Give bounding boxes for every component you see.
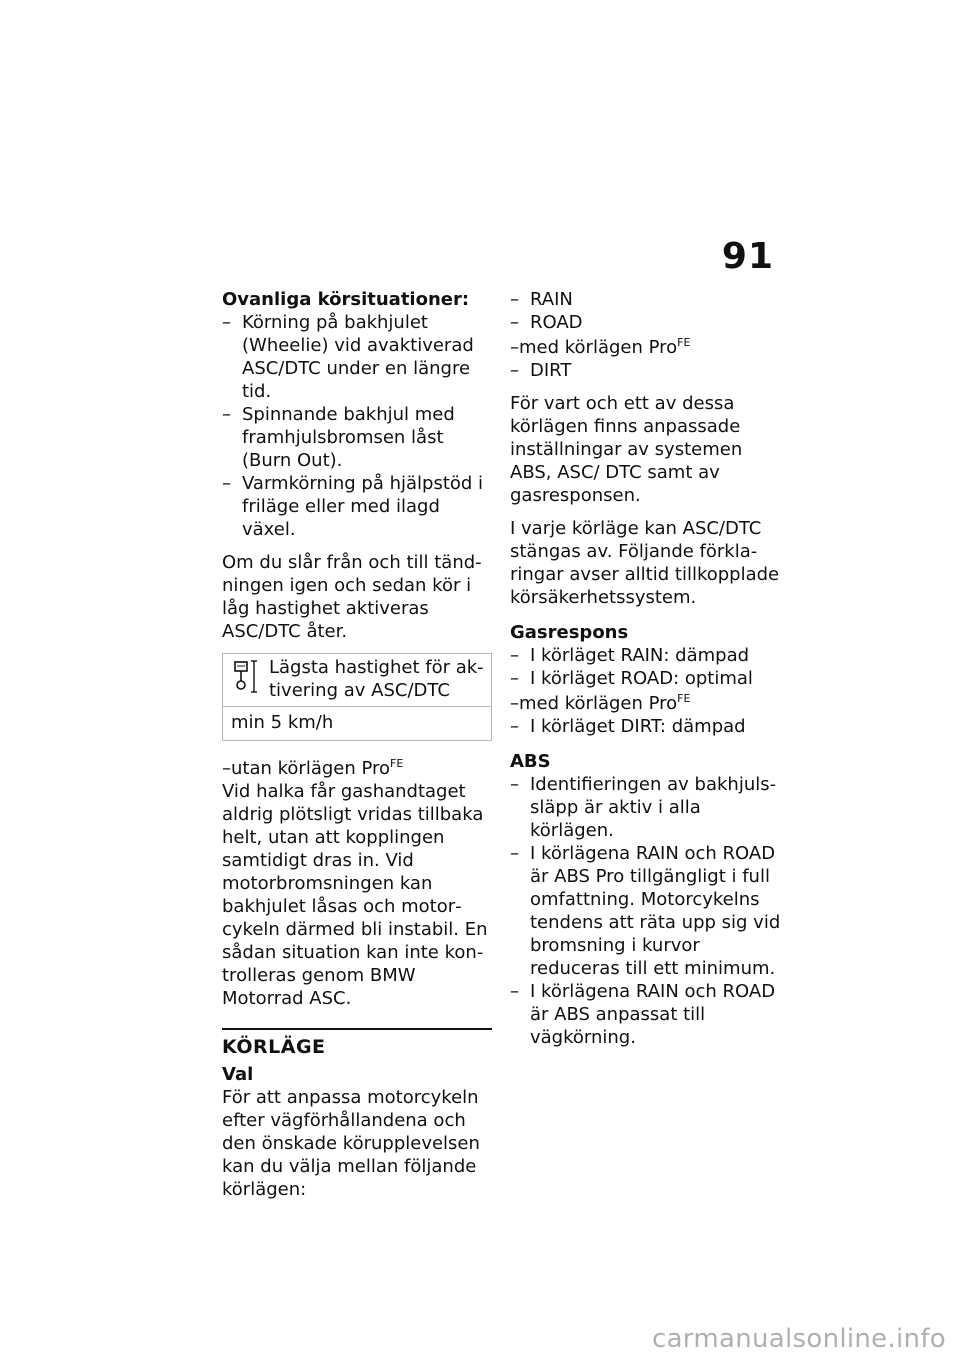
list-item: – I körläget DIRT: dämpad <box>510 715 786 738</box>
gas-heading: Gasrespons <box>510 622 629 643</box>
spec-label: Lägsta hastighet för aktivering av ASC/DTC <box>269 657 484 701</box>
spec-header <box>223 654 491 707</box>
without-pro-line: –utan körlägen Pro$^{FE}$ <box>222 757 404 779</box>
asc-paragraph: I varje körläge kan ASC/DTC stängas av. Följande förklaringar avser alltid tillkopplade körsäkerhetssystem. <box>510 518 780 608</box>
spec-table <box>222 653 492 741</box>
list-item: – I körläget ROAD: optimal <box>510 667 786 690</box>
left-column <box>222 288 494 1211</box>
list-item: – Identifieringen av bakhjulssläpp är aktiv i alla körlägen. <box>510 773 786 842</box>
list-item: – I körlägena RAIN och ROAD är ABS Pro tillgängligt i full omfattning. Motorcykelns tendens att räta upp sig vid bromsning i kurvor reduceras till ett minimum. <box>510 842 786 980</box>
pro-superscript: FE <box>677 692 691 705</box>
gas-pro-line: –med körlägen Pro$^{FE}$ <box>510 692 691 714</box>
pro-modes-list <box>510 359 786 382</box>
pro-superscript: FE <box>677 336 691 349</box>
gas-pro-list <box>510 715 786 738</box>
pro-superscript: FE <box>390 757 404 770</box>
list-item: – Varmkörning på hjälpstöd i friläge eller med ilagd växel. <box>222 472 494 541</box>
list-item: – ROAD <box>510 311 786 334</box>
modes-paragraph: För vart och ett av dessa körlägen finns anpassade inställningar av systemen ABS, ASC/ DTC samt av gasresponsen. <box>510 393 743 506</box>
abs-list <box>510 773 786 1049</box>
watermark: carmanualsonline.info <box>651 1324 946 1354</box>
list-item: – RAIN <box>510 288 786 311</box>
with-pro-line: –med körlägen Pro$^{FE}$ <box>510 336 691 358</box>
list-item: – I körlägena RAIN och ROAD är ABS anpassat till vägkörning. <box>510 980 786 1049</box>
ignition-paragraph: Om du slår från och till tändningen igen och sedan kör i låg hastighet aktiveras ASC/DTC åter. <box>222 552 482 642</box>
val-heading: Val <box>222 1064 254 1085</box>
section-divider <box>222 1028 492 1030</box>
gas-pro-text: med körlägen Pro <box>519 693 678 714</box>
spec-value: min 5 km/h <box>231 712 334 733</box>
modes-list <box>510 288 786 334</box>
abs-heading: ABS <box>510 751 551 772</box>
measurement-icon <box>229 656 263 700</box>
with-pro-text: med körlägen Pro <box>519 337 678 358</box>
list-item: – Körning på bakhjulet (Wheelie) vid avaktiverad ASC/DTC under en längre tid. <box>222 311 494 403</box>
list-item: – I körläget RAIN: dämpad <box>510 644 786 667</box>
without-pro-text: utan körlägen Pro <box>231 758 391 779</box>
gas-list <box>510 644 786 690</box>
list-item: – Spinnande bakhjul med framhjulsbromsen låst (Burn Out). <box>222 403 494 472</box>
val-paragraph: För att anpassa motorcykeln efter vägförhållandena och den önskade körupplevelsen kan du välja mellan följande körlägen: <box>222 1087 480 1200</box>
page-number: 91 <box>721 236 774 277</box>
section-title: KÖRLÄGE <box>222 1036 326 1058</box>
unusual-situations-heading: Ovanliga körsituationer: <box>222 289 470 310</box>
list-item: – DIRT <box>510 359 786 382</box>
unusual-situations-list <box>222 311 494 541</box>
right-column <box>510 288 786 1059</box>
slip-paragraph: Vid halka får gashandtaget aldrig plötsligt vridas tillbaka helt, utan att kopplingen samtidigt dras in. Vid motorbromsningen kan bakhjulet låsas och motorcykeln därmed bli instabil. En sådan situation kan inte kontrolleras genom BMW Motorrad ASC. <box>222 781 488 1009</box>
